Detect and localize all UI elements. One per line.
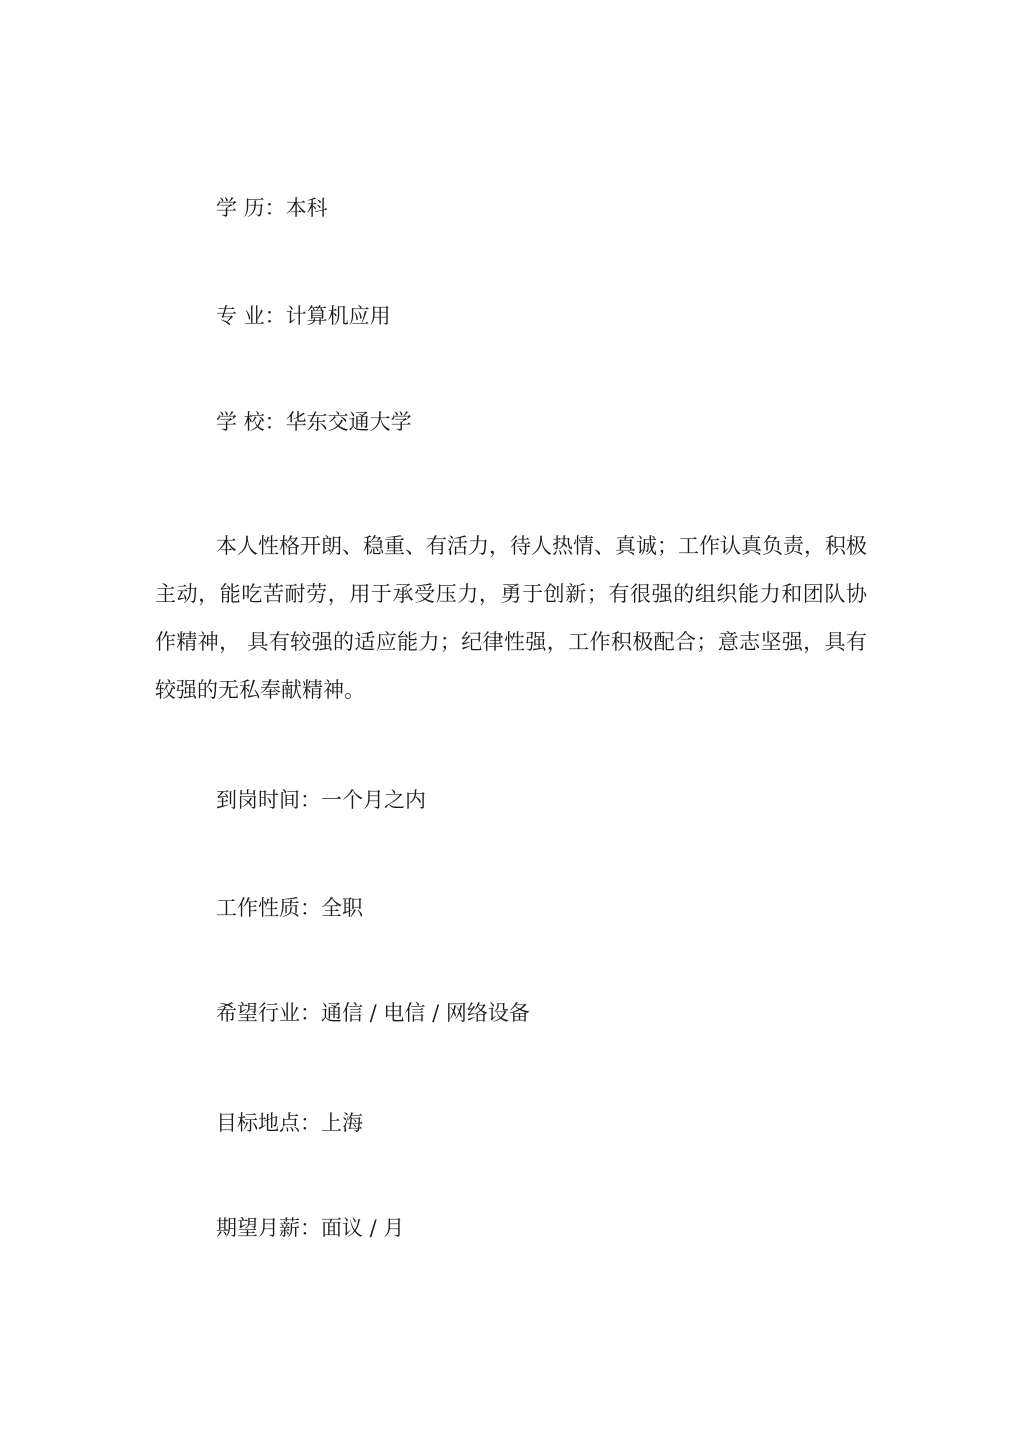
self-evaluation-paragraph: 本人性格开朗、稳重、有活力，待人热情、真诚；工作认真负责，积极主动，能吃苦耐劳，用于承受压力，勇于创新；有很强的组织能力和团队协作精神， 具有较强的适应能力；纪律性强，工作积极配合；意志坚强，具有较强的无私奉献精神。 — [155, 534, 867, 702]
job-type: 工作性质：全职 — [216, 896, 363, 920]
job-industry: 希望行业：通信 / 电信 / 网络设备 — [216, 1001, 530, 1025]
education-major: 专 业：计算机应用 — [216, 304, 391, 328]
job-location: 目标地点：上海 — [216, 1111, 363, 1135]
education-degree: 学 历：本科 — [216, 196, 328, 220]
job-start-time: 到岗时间：一个月之内 — [216, 788, 426, 812]
education-school: 学 校：华东交通大学 — [216, 410, 412, 434]
job-salary: 期望月薪：面议 / 月 — [216, 1216, 405, 1240]
